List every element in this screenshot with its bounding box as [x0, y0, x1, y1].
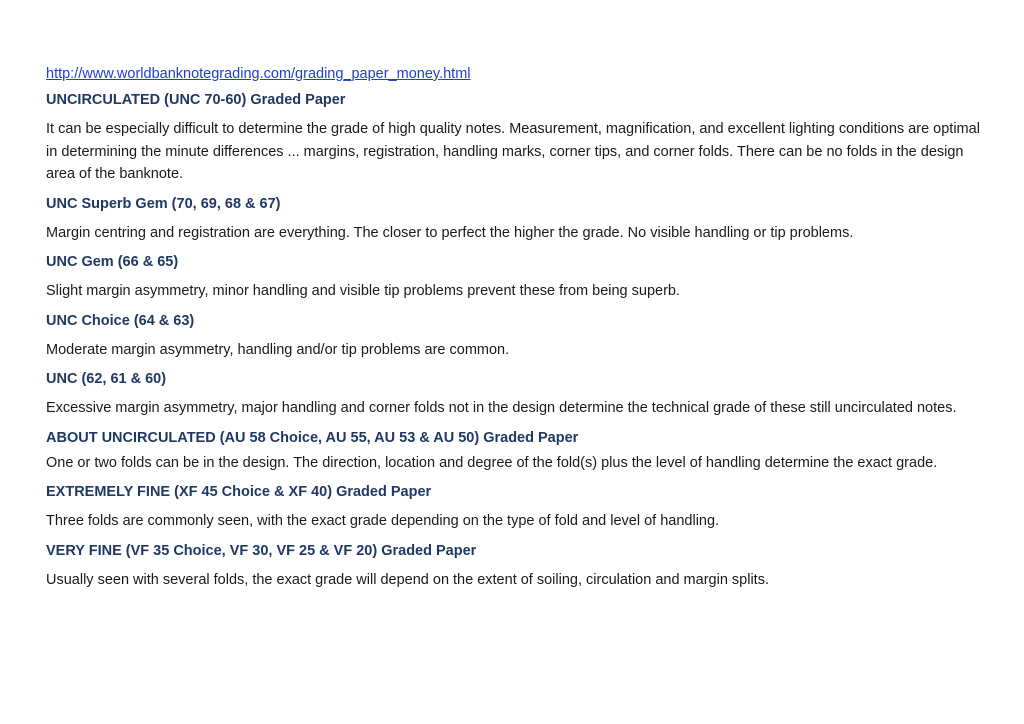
section-heading-unc-superb-gem: UNC Superb Gem (70, 69, 68 & 67)	[46, 195, 281, 212]
section-heading-unc-choice: UNC Choice (64 & 63)	[46, 312, 195, 329]
section-text-uncirculated: It can be especially difficult to determine the grade of high quality notes. Measurement, magnification, and excellent lighting conditions are optimal in determining the minute differences ... margins, registration, handling marks, corner tips, and corner folds. There can be no folds in the design area of the banknote.	[46, 121, 980, 182]
section-text-unc-gem: Slight margin asymmetry, minor handling and visible tip problems prevent these from being superb.	[46, 283, 681, 299]
section-text-about-uncirculated: One or two folds can be in the design. The direction, location and degree of the fold(s) plus the level of handling determine the exact grade.	[46, 454, 938, 471]
section-text-unc-choice: Moderate margin asymmetry, handling and/or tip problems are common.	[46, 341, 510, 358]
section-heading-very-fine: VERY FINE (VF 35 Choice, VF 30, VF 25 & VF 20) Graded Paper	[46, 542, 477, 559]
section-text-unc: Excessive margin asymmetry, major handling and corner folds not in the design determine the technical grade of these still uncirculated notes.	[46, 400, 957, 416]
section-heading-uncirculated: UNCIRCULATED (UNC 70-60) Graded Paper	[46, 92, 346, 108]
section-heading-about-uncirculated: ABOUT UNCIRCULATED (AU 58 Choice, AU 55, AU 53 & AU 50) Graded Paper	[46, 429, 579, 446]
section-text-extremely-fine: Three folds are commonly seen, with the exact grade depending on the type of fold and level of handling.	[46, 513, 720, 529]
section-text-unc-superb-gem: Margin centring and registration are everything. The closer to perfect the higher the grade. No visible handling or tip problems.	[46, 224, 854, 241]
section-heading-extremely-fine: EXTREMELY FINE (XF 45 Choice & XF 40) Graded Paper	[46, 484, 432, 500]
section-heading-unc: UNC (62, 61 & 60)	[46, 371, 167, 387]
source-link[interactable]: http://www.worldbanknotegrading.com/grading_paper_money.html	[46, 66, 471, 82]
section-text-very-fine: Usually seen with several folds, the exact grade will depend on the extent of soiling, circulation and margin splits.	[46, 571, 769, 588]
section-heading-unc-gem: UNC Gem (66 & 65)	[46, 254, 179, 270]
